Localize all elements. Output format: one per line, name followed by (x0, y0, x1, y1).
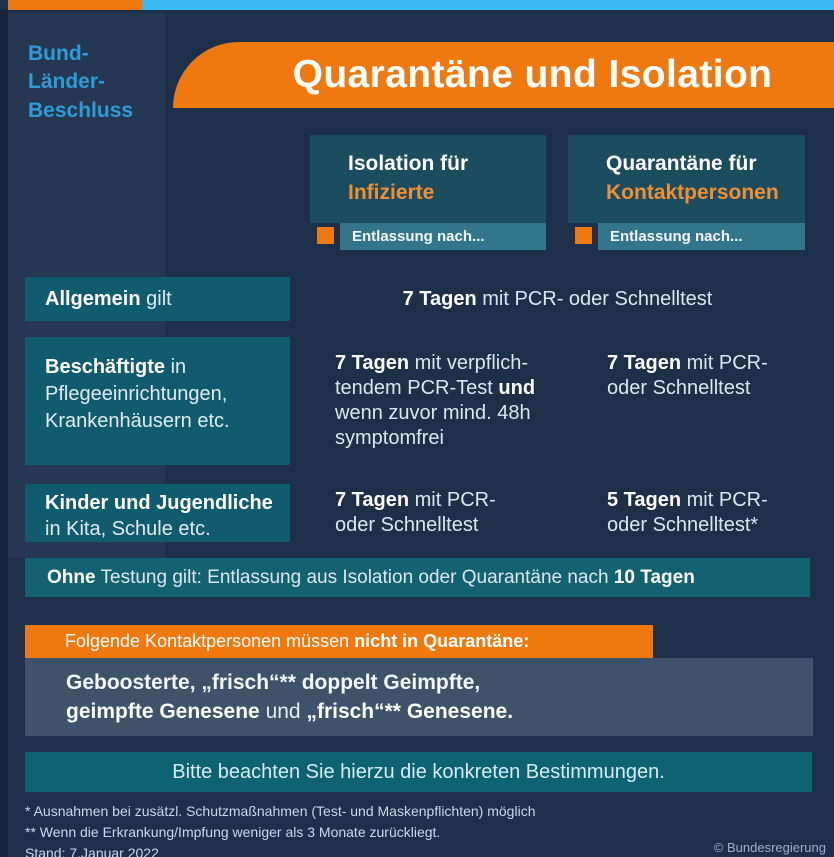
orange-square-bullet-icon (317, 227, 334, 244)
orange-square-bullet-icon (575, 227, 592, 244)
value-allgemein-rest: mit PCR- oder Schnelltest (476, 287, 713, 310)
value-days-bold: 7 Tagen (335, 352, 410, 374)
exemption-groups-box (25, 658, 813, 736)
row-label-allgemein (25, 277, 290, 321)
notice-text: Bitte beachten Sie hierzu die konkreten Bestimmungen. (172, 760, 665, 783)
value-beschaeftigte-isolation: 7 Tagen mit verpflich- tendem PCR-Test und wenn zuvor mind. 48h symptomfrei (335, 352, 536, 449)
row-label-beschaeftigte-bold: Beschäftigte (45, 356, 166, 378)
brand-line-1: Bund- (28, 42, 89, 65)
row-label-beschaeftigte-line3: Krankenhäusern etc. (45, 410, 230, 432)
no-test-bold-ohne: Ohne (47, 566, 96, 588)
column-header-quarantine (568, 135, 805, 223)
footnote-date: Stand: 7.Januar 2022 (25, 845, 159, 857)
footnotes (25, 801, 535, 857)
release-after-text-1: Entlassung nach... (352, 228, 485, 245)
brand-line-3: Beschluss (28, 98, 134, 122)
row-label-beschaeftigte (25, 337, 290, 465)
release-after-text-2: Entlassung nach... (610, 228, 743, 245)
exemption-banner: Folgende Kontaktpersonen müssen nicht in Quarantäne: (25, 625, 653, 658)
title-banner (173, 42, 834, 108)
value-kinder-quarantine: 5 Tagen mit PCR- oder Schnelltest* (607, 489, 768, 536)
row-label-allgemein-bold: Allgemein (45, 287, 141, 310)
column-header-quarantine-top: Quarantäne für (606, 152, 757, 176)
value-kinder-isolation: 7 Tagen mit PCR- oder Schnelltest (335, 489, 496, 536)
notice-band (25, 752, 812, 792)
row-label-beschaeftigte-line2: Pflegeeinrichtungen, (45, 383, 228, 405)
row-label-kinder-line2: in Kita, Schule etc. (45, 518, 211, 540)
top-bar-orange-segment (8, 0, 142, 10)
copyright-label: © Bundesregierung (713, 840, 826, 855)
exemption-line-1: Geboosterte, „frisch“** doppelt Geimpfte, (66, 671, 481, 694)
value-days-bold: 7 Tagen (607, 352, 682, 374)
value-beschaeftigte-quarantine: 7 Tagen mit PCR- oder Schnelltest (607, 352, 768, 399)
column-header-isolation (310, 135, 546, 223)
exemption-line-2: geimpfte Genesene und „frisch“** Genesene. (66, 700, 514, 723)
value-days-bold: 7 Tagen (335, 489, 410, 511)
brand-badge (28, 40, 133, 125)
no-test-rule-band: Ohne Testung gilt: Entlassung aus Isolation oder Quarantäne nach 10 Tagen (25, 558, 810, 597)
value-und-bold: und (498, 377, 536, 399)
release-after-label-isolation (340, 223, 546, 250)
value-allgemein-span (310, 277, 805, 321)
column-header-isolation-top: Isolation für (348, 152, 469, 176)
row-label-beschaeftigte-rest: in (165, 356, 187, 378)
column-header-isolation-bottom: Infizierte (348, 181, 435, 204)
footnote-1: * Ausnahmen bei zusätzl. Schutzmaßnahmen (Test- und Maskenpflichten) möglich (25, 803, 536, 819)
row-label-kinder-bold: Kinder und Jugendliche (45, 492, 273, 514)
value-allgemein-days: 7 Tagen (402, 287, 477, 310)
top-bar-blue-segment (142, 0, 834, 10)
release-after-label-quarantine (598, 223, 805, 250)
footnote-2: ** Wenn die Erkrankung/Impfung weniger als 3 Monate zurückliegt. (25, 824, 441, 840)
brand-line-2: Länder- (28, 70, 106, 94)
page-title: Quarantäne und Isolation (292, 53, 773, 96)
row-label-kinder (25, 484, 290, 542)
no-test-bold-days: 10 Tagen (613, 566, 695, 588)
exemption-banner-bold: nicht in Quarantäne: (354, 631, 530, 651)
column-header-quarantine-bottom: Kontaktpersonen (606, 181, 779, 204)
value-days-bold: 5 Tagen (607, 489, 682, 511)
left-page-edge (0, 10, 8, 857)
row-label-allgemein-rest: gilt (140, 287, 172, 310)
